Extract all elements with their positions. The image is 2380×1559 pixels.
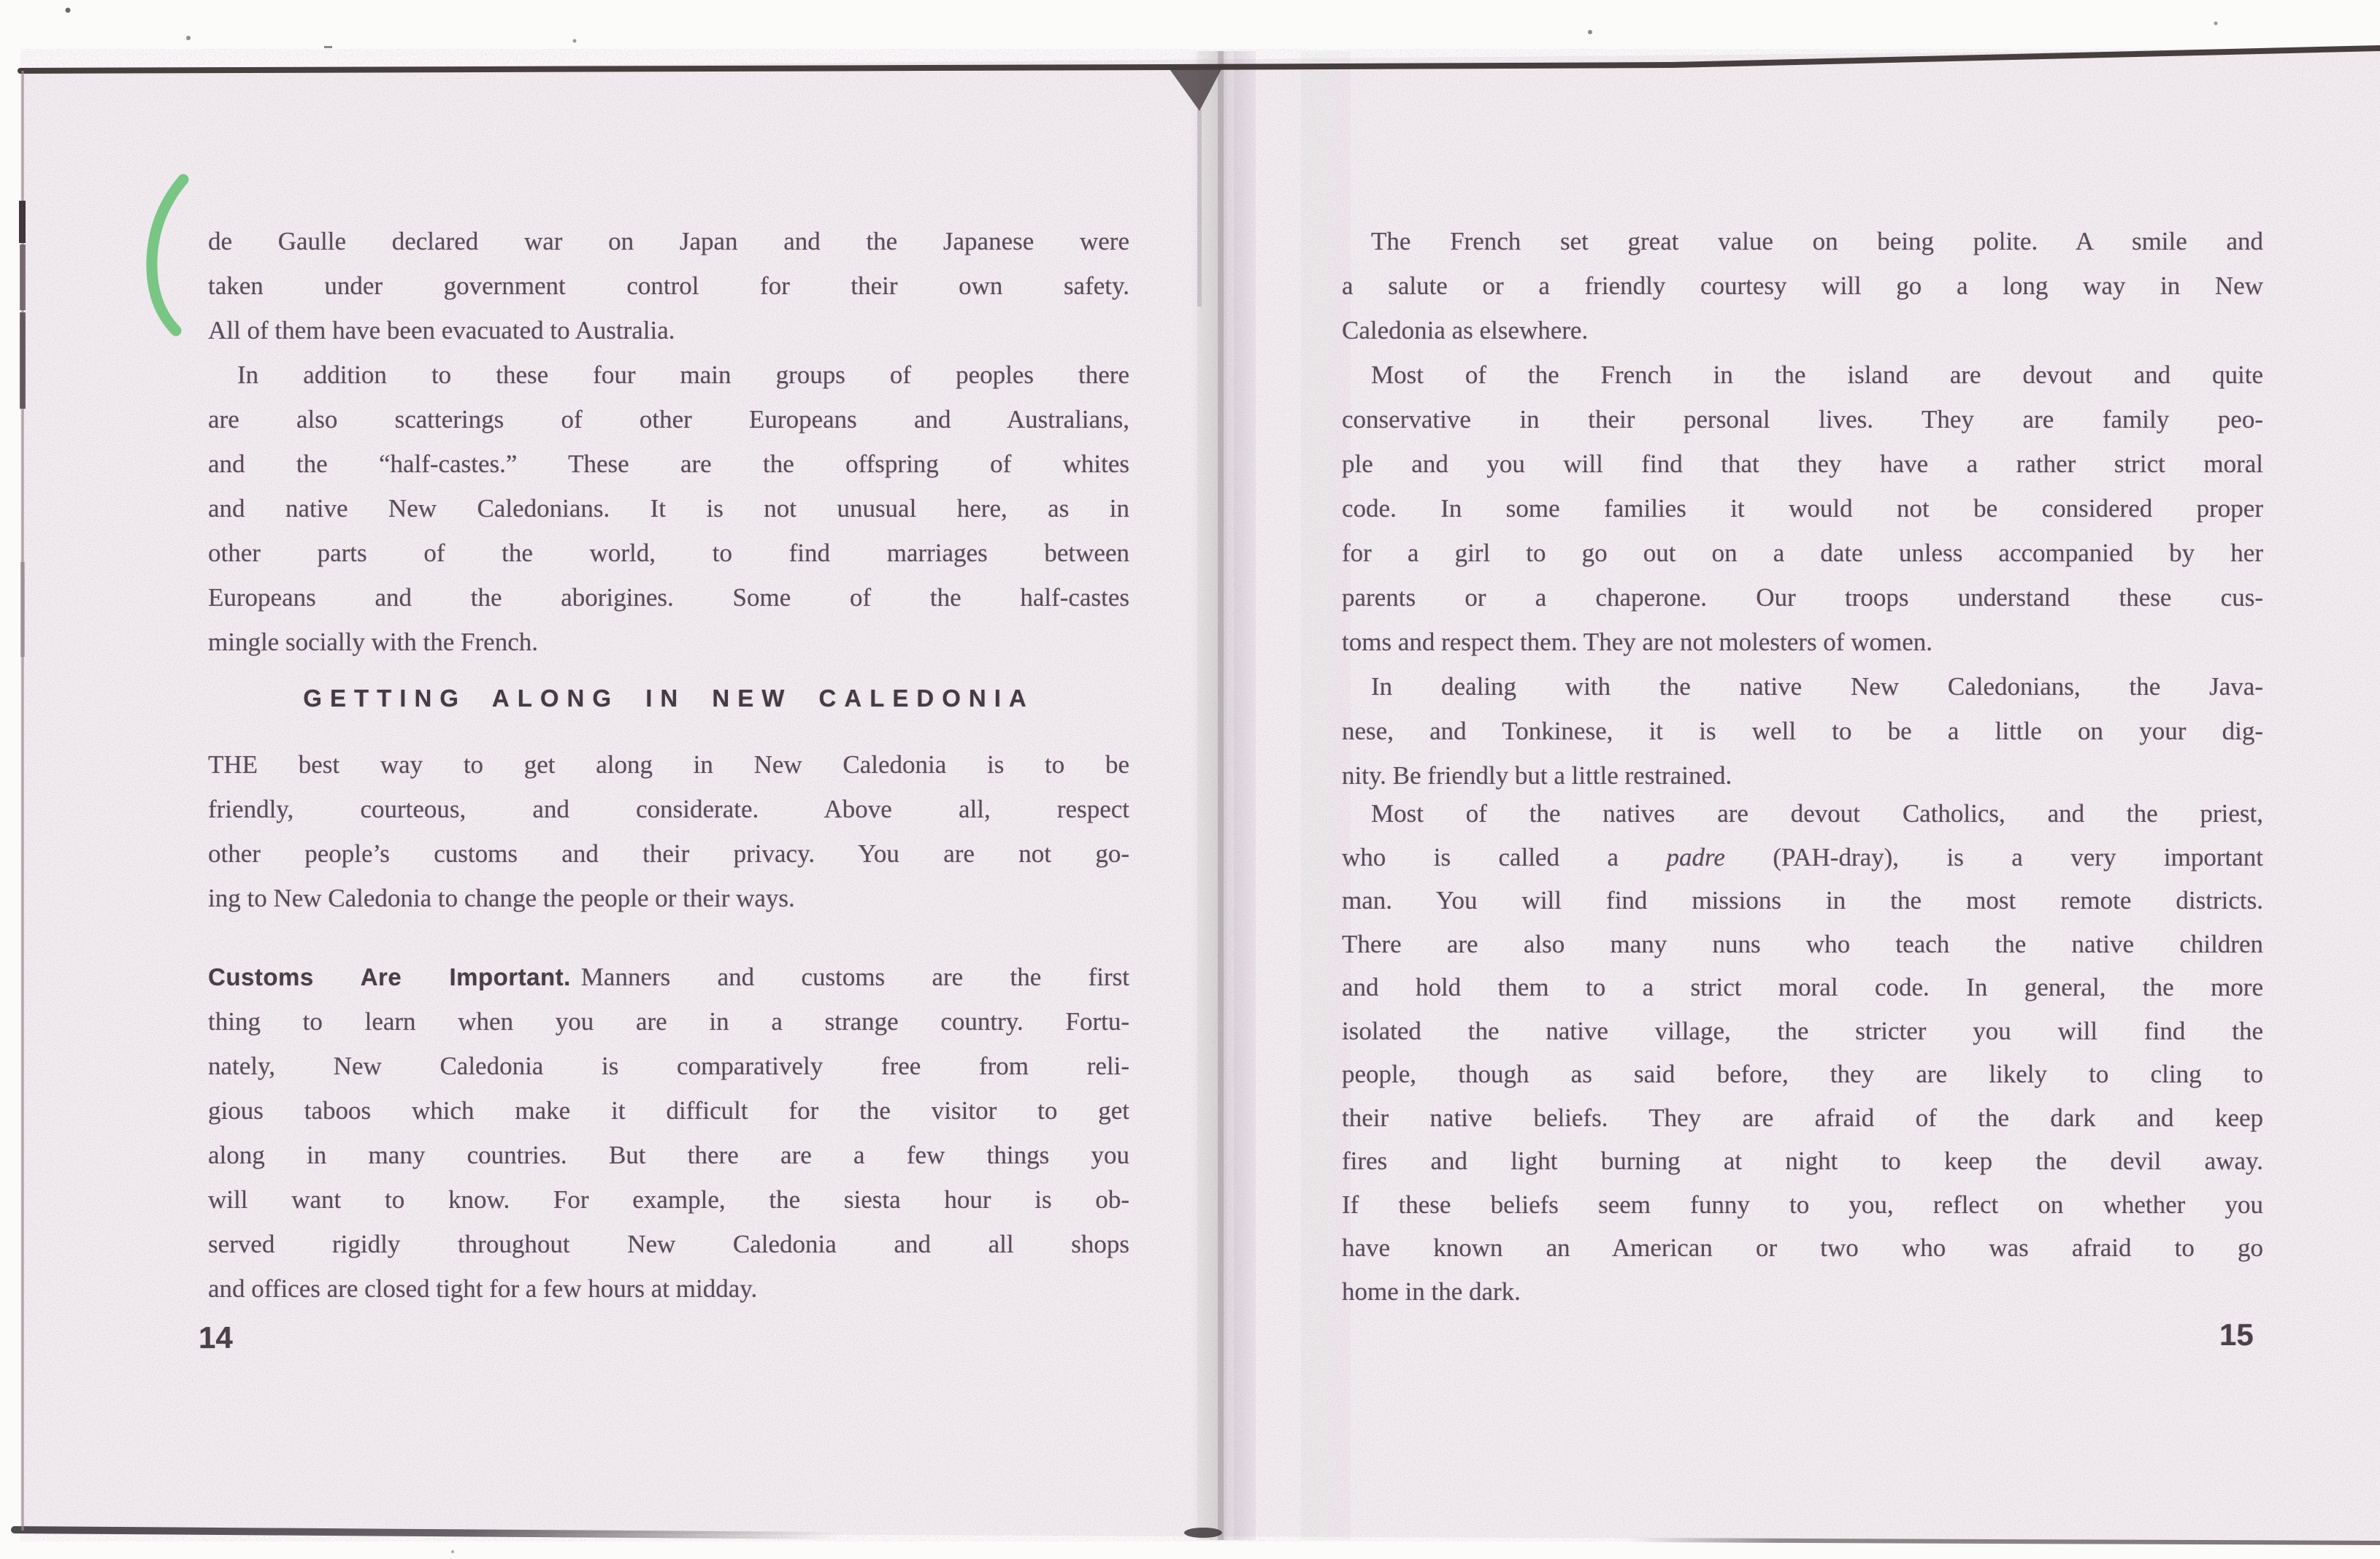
text-line: people, though as said before, they are likely to cling to (1342, 1060, 2263, 1088)
text-line: Most of the natives are devout Catholics, and the priest, (1371, 799, 2263, 828)
text-line: other people’s customs and their privacy. You are not go- (208, 839, 1129, 868)
text-line: isolated the native village, the stricter you will find the (1342, 1016, 2263, 1045)
italic-term: padre (1666, 842, 1725, 871)
text-line: All of them have been evacuated to Australia. (208, 316, 675, 344)
text-line: nity. Be friendly but a little restrained. (1342, 761, 1732, 790)
text-line: gious taboos which make it difficult for the visitor to get (208, 1096, 1129, 1125)
text-line: Caledonia as elsewhere. (1342, 316, 1589, 344)
text-line: There are also many nuns who teach the native children (1342, 929, 2263, 958)
text-line: Europeans and the aborigines. Some of the half-castes (208, 583, 1129, 612)
text-line: their native beliefs. They are afraid of the dark and keep (1342, 1103, 2263, 1132)
page-number-left: 14 (199, 1320, 233, 1355)
paragraph (208, 219, 1129, 353)
paragraph (1342, 792, 2263, 1313)
page-number-right: 15 (2219, 1317, 2254, 1352)
paragraph (1342, 353, 2263, 664)
text-line: If these beliefs seem funny to you, reflect on whether you (1342, 1190, 2263, 1219)
text-line: who is called a padre (PAH-dray), is a very important (1342, 842, 2263, 871)
paragraph (208, 742, 1129, 920)
section-heading: GETTING ALONG IN NEW CALEDONIA (303, 685, 1034, 712)
text-line: served rigidly throughout New Caledonia and all shops (208, 1230, 1129, 1258)
text-line: In addition to these four main groups of peoples there (237, 361, 1129, 389)
text-line: parents or a chaperone. Our troops understand these cus- (1342, 583, 2263, 612)
paragraph (208, 353, 1129, 664)
text-line: code. In some families it would not be considered proper (1342, 494, 2263, 523)
text-line: In dealing with the native New Caledonians, the Java- (1371, 672, 2263, 701)
text-line: man. You will find missions in the most remote districts. (1342, 886, 2263, 915)
text-line: will want to know. For example, the siesta hour is ob- (208, 1185, 1129, 1214)
text-line: mingle socially with the French. (208, 628, 538, 656)
run-in-heading: Customs Are Important. (208, 963, 571, 990)
text-line: Customs Are Important. Manners and customs are the first (208, 963, 1129, 991)
left-page (208, 219, 1129, 1311)
paragraph (1342, 219, 2263, 353)
text-line: The French set great value on being polite. A smile and (1371, 227, 2263, 255)
text-line: for a girl to go out on a date unless accompanied by her (1342, 539, 2263, 567)
right-page (1342, 219, 2263, 1313)
paragraph (208, 955, 1129, 1311)
text-line: are also scatterings of other Europeans and Australians, (208, 405, 1129, 434)
text-line: fires and light burning at night to keep the devil away. (1342, 1147, 2263, 1175)
text-line: and hold them to a strict moral code. In general, the more (1342, 973, 2263, 1001)
text-line: ing to New Caledonia to change the people or their ways. (208, 884, 795, 912)
text-line: nese, and Tonkinese, it is well to be a little on your dig- (1342, 717, 2263, 745)
text-line: de Gaulle declared war on Japan and the Japanese were (208, 227, 1129, 255)
text-line: thing to learn when you are in a strange country. Fortu- (208, 1007, 1129, 1036)
text-line: toms and respect them. They are not molesters of women. (1342, 628, 1932, 656)
text-line: have known an American or two who was afraid to go (1342, 1233, 2263, 1262)
text-line: home in the dark. (1342, 1277, 1521, 1306)
text-line: ple and you will find that they have a rather strict moral (1342, 450, 2263, 478)
text-line: a salute or a friendly courtesy will go a long way in New (1342, 272, 2263, 300)
text-line: friendly, courteous, and considerate. Above all, respect (208, 795, 1129, 823)
text-line: and native New Caledonians. It is not unusual here, as in (208, 494, 1129, 523)
text-line: and offices are closed tight for a few hours at midday. (208, 1274, 758, 1303)
text-line: taken under government control for their own safety. (208, 272, 1129, 300)
text-line: conservative in their personal lives. They are family peo- (1342, 405, 2263, 434)
text-line: nately, New Caledonia is comparatively free from reli- (208, 1052, 1129, 1080)
text-line: Most of the French in the island are devout and quite (1371, 361, 2263, 389)
text-line: and the “half-castes.” These are the offspring of whites (208, 450, 1129, 478)
text-line: along in many countries. But there are a few things you (208, 1141, 1129, 1169)
text-line: THE best way to get along in New Caledonia is to be (208, 750, 1129, 779)
paragraph (1342, 664, 2263, 798)
text-line: other parts of the world, to find marriages between (208, 539, 1129, 567)
